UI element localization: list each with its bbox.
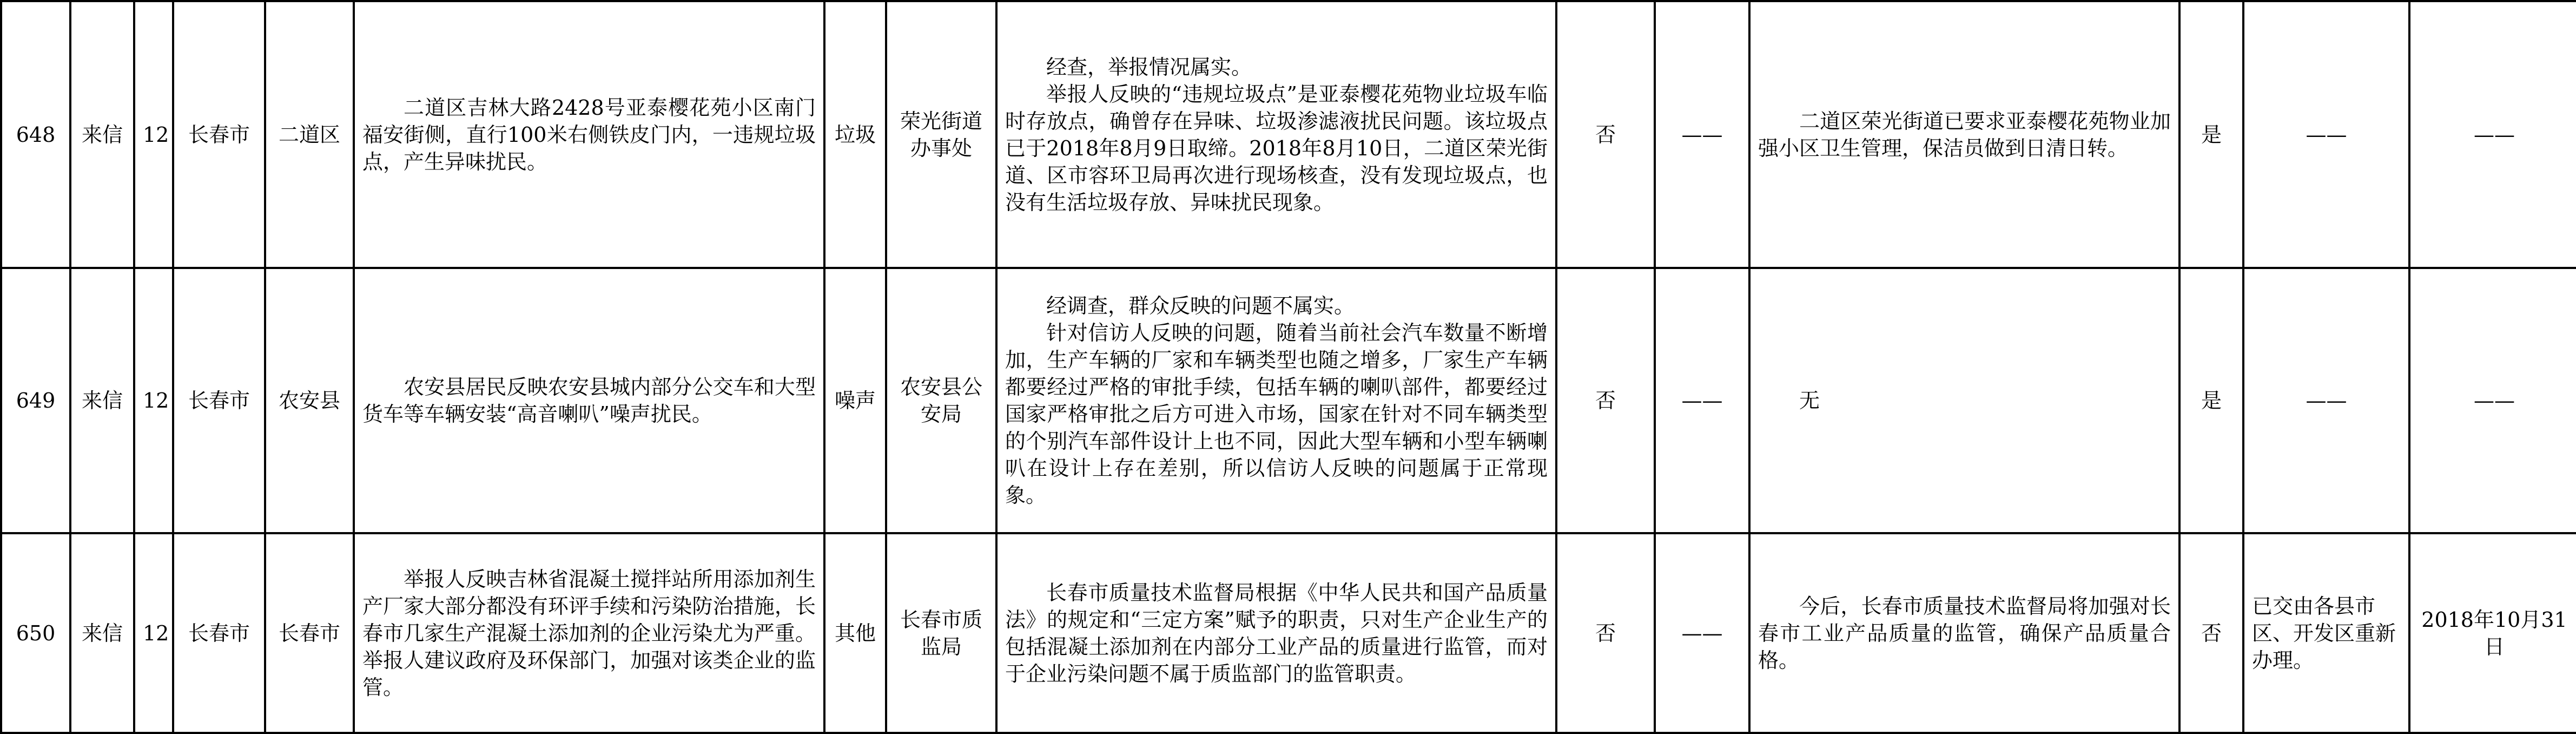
deadline-cell: ——	[2409, 1, 2576, 268]
investigation-body: 举报人反映的“违规垃圾点”是亚泰樱花苑物业垃圾车临时存放点，确曾存在异味、垃圾渗滤液扰民问题。该垃圾点已于2018年8月9日取缔。2018年8月10日，二道区荣光街道、区市容环卫局再次进行现场核查，没有发现垃圾点，也没有生活垃圾存放、异味扰民现象。	[1005, 82, 1548, 214]
district-cell: 农安县	[265, 268, 354, 533]
complaint-text: 二道区吉林大路2428号亚泰樱花苑小区南门福安街侧，直行100米右侧铁皮门内，一违规垃圾点，产生异味扰民。	[362, 95, 816, 174]
investigation-body: 针对信访人反映的问题，随着当前社会汽车数量不断增加，生产车辆的厂家和车辆类型也随之增多，厂家生产车辆都要经过严格的审批手续，包括车辆的喇叭部件，都要经过国家严格审批之后方可进入市场，国家在针对不同车辆类型的个别汽车部件设计上也不同，因此大型车辆和小型车辆喇叭在设计上存在差别，所以信访人反映的问题属于正常现象。	[1005, 321, 1548, 507]
city-cell: 长春市	[173, 533, 265, 733]
district-cell: 二道区	[265, 1, 354, 268]
category-cell: 噪声	[824, 268, 886, 533]
rectification-text: 无	[1799, 389, 1820, 412]
penalty-detail-cell: ——	[1655, 533, 1749, 733]
investigation-body: 长春市质量技术监督局根据《中华人民共和国产品质量法》的规定和“三定方案”赋予的职责，只对生产企业生产的包括混凝土添加剂在内部分工业产品的质量进行监管，而对于企业污染问题不属于质监部门的监管职责。	[1005, 580, 1548, 686]
penalty-cell: 否	[1556, 1, 1655, 268]
month-cell: 12	[134, 533, 173, 733]
completed-cell: 否	[2179, 533, 2243, 733]
table-row	[1, 1, 2576, 268]
investigation-cell	[996, 533, 1556, 733]
investigation-cell	[996, 268, 1556, 533]
table-row	[1, 268, 2576, 533]
handler-cell: 农安县公安局	[886, 268, 996, 533]
city-cell: 长春市	[173, 1, 265, 268]
category-cell: 其他	[824, 533, 886, 733]
rectification-cell	[1749, 1, 2179, 268]
complaint-text: 举报人反映吉林省混凝土搅拌站所用添加剂生产厂家大部分都没有环评手续和污染防治措施，长春市几家生产混凝土添加剂的企业污染尤为严重。举报人建议政府及环保部门，加强对该类企业的监管。	[362, 567, 816, 699]
row-number: 650	[1, 533, 70, 733]
city-cell: 长春市	[173, 268, 265, 533]
penalty-cell: 否	[1556, 268, 1655, 533]
row-number: 649	[1, 268, 70, 533]
deadline-cell: 2018年10月31日	[2409, 533, 2576, 733]
handler-cell: 荣光街道办事处	[886, 1, 996, 268]
investigation-cell	[996, 1, 1556, 268]
followup-cell: ——	[2243, 268, 2409, 533]
month-cell: 12	[134, 268, 173, 533]
followup-cell: 已交由各县市区、开发区重新办理。	[2243, 533, 2409, 733]
complaint-text: 农安县居民反映农安县城内部分公交车和大型货车等车辆安装“高音喇叭”噪声扰民。	[362, 375, 816, 426]
complaint-cell	[354, 533, 824, 733]
table-row	[1, 533, 2576, 733]
penalty-detail-cell: ——	[1655, 1, 1749, 268]
investigation-title: 经查，举报情况属实。	[1046, 55, 1252, 79]
deadline-cell: ——	[2409, 268, 2576, 533]
complaint-cell	[354, 268, 824, 533]
completed-cell: 是	[2179, 1, 2243, 268]
source-cell: 来信	[70, 268, 134, 533]
penalty-detail-cell: ——	[1655, 268, 1749, 533]
district-cell: 长春市	[265, 533, 354, 733]
category-cell: 垃圾	[824, 1, 886, 268]
rectification-cell	[1749, 533, 2179, 733]
complaint-cell	[354, 1, 824, 268]
month-cell: 12	[134, 1, 173, 268]
handler-cell: 长春市质监局	[886, 533, 996, 733]
rectification-text: 二道区荣光街道已要求亚泰樱花苑物业加强小区卫生管理，保洁员做到日清日转。	[1758, 109, 2171, 160]
row-number: 648	[1, 1, 70, 268]
completed-cell: 是	[2179, 268, 2243, 533]
rectification-text: 今后，长春市质量技术监督局将加强对长春市工业产品质量的监管，确保产品质量合格。	[1758, 594, 2171, 672]
source-cell: 来信	[70, 1, 134, 268]
investigation-title: 经调查，群众反映的问题不属实。	[1046, 294, 1355, 318]
penalty-cell: 否	[1556, 533, 1655, 733]
followup-cell: ——	[2243, 1, 2409, 268]
rectification-cell	[1749, 268, 2179, 533]
source-cell: 来信	[70, 533, 134, 733]
